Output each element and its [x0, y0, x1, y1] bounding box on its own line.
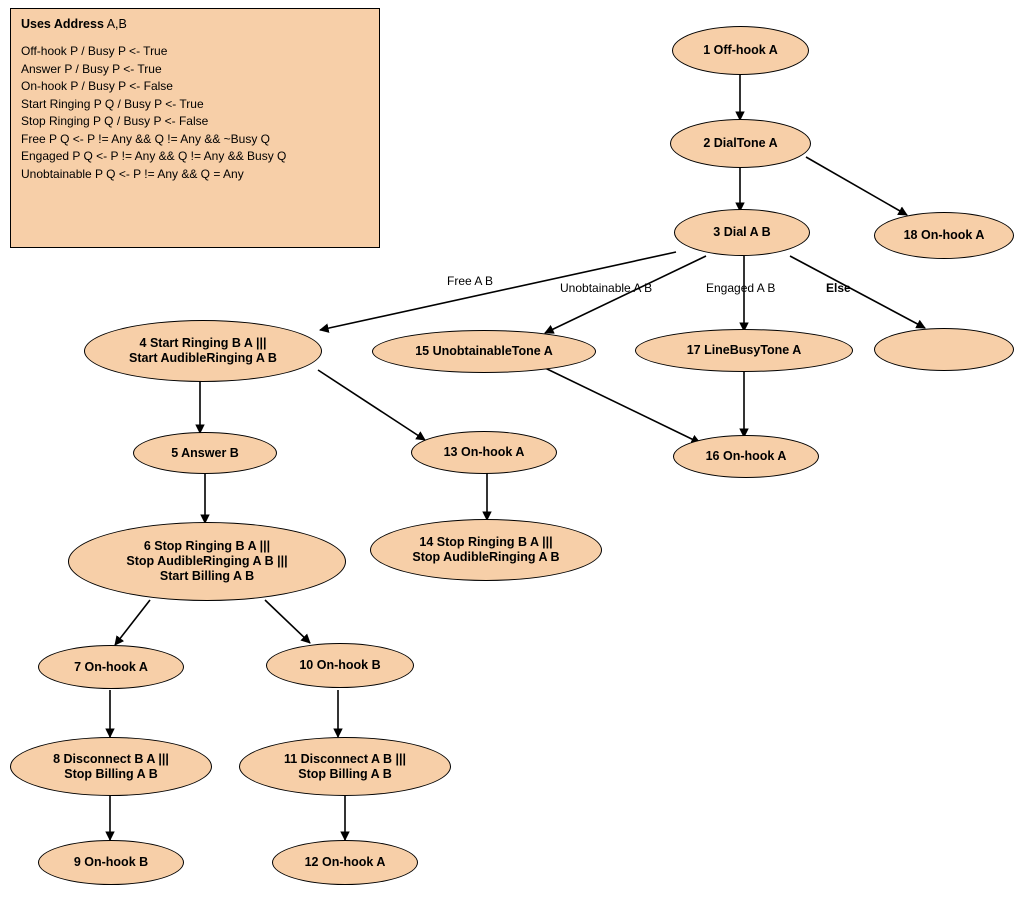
node-label: 18 On-hook A	[903, 228, 985, 242]
edge-label-free: Free A B	[447, 274, 494, 288]
node-15-unobtainabletone-a[interactable]	[372, 330, 596, 373]
node-18-on-hook-a[interactable]	[874, 212, 1014, 259]
legend-line: On-hook P / Busy P <- False	[21, 79, 173, 93]
legend-line: Unobtainable P Q <- P != Any && Q = Any	[21, 166, 244, 181]
edge-label-unobtainable: Unobtainable A B	[560, 281, 653, 295]
node-2-dialtone-a[interactable]	[670, 119, 811, 168]
node-12-on-hook-a[interactable]	[272, 840, 418, 885]
node-label: 1 Off-hook A	[703, 43, 778, 57]
node-label: 2 DialTone A	[703, 136, 778, 150]
legend-title-bold: Uses Address	[21, 17, 104, 31]
node-9-on-hook-b[interactable]	[38, 840, 184, 885]
node-label: Start AudibleRinging A B	[129, 351, 277, 365]
node-label: 16 On-hook A	[705, 449, 787, 463]
legend-line: Start Ringing P Q / Busy P <- True	[21, 96, 204, 111]
legend-line: Answer P / Busy P <- True	[21, 61, 162, 76]
node-label: Stop AudibleRinging A B |||	[126, 554, 288, 568]
node-label: 6 Stop Ringing B A |||	[143, 539, 271, 553]
node-empty[interactable]	[874, 328, 1014, 371]
node-label: 13 On-hook A	[443, 445, 525, 459]
legend-title	[21, 17, 369, 31]
legend-line: Engaged P Q <- P != Any && Q != Any && Busy Q	[21, 149, 287, 163]
node-label: 9 On-hook B	[73, 855, 149, 869]
node-label: 15 UnobtainableTone A	[415, 344, 553, 358]
node-5-answer-b[interactable]	[133, 432, 277, 474]
node-label: 8 Disconnect B A |||	[53, 751, 169, 766]
edge-label-else: Else	[826, 281, 851, 295]
node-label: Stop Billing A B	[64, 766, 158, 781]
node-1-off-hook-a[interactable]	[672, 26, 809, 75]
node-label: 11 Disconnect A B |||	[283, 751, 407, 766]
edge-label-engaged: Engaged A B	[706, 281, 776, 295]
node-3-dial-a-b[interactable]	[674, 209, 810, 256]
legend-title-plain: A,B	[103, 17, 127, 31]
node-10-on-hook-b[interactable]	[266, 643, 414, 688]
node-label: 10 On-hook B	[299, 658, 381, 672]
node-13-on-hook-a[interactable]	[411, 431, 557, 474]
node-11-disconnect[interactable]	[239, 737, 451, 796]
legend-box	[10, 8, 380, 248]
node-label: 12 On-hook A	[304, 855, 386, 869]
node-label: 17 LineBusyTone A	[686, 343, 802, 357]
legend-line: Off-hook P / Busy P <- True	[21, 44, 168, 58]
node-16-on-hook-a[interactable]	[673, 435, 819, 478]
legend-line: Free P Q <- P != Any && Q != Any && ~Busy Q	[21, 131, 271, 146]
node-label: Start Billing A B	[159, 569, 255, 583]
node-6-stop-ringing[interactable]	[68, 522, 346, 601]
node-7-on-hook-a[interactable]	[38, 645, 184, 689]
node-14-stop-ringing[interactable]	[370, 519, 602, 581]
node-4-start-ringing[interactable]	[84, 320, 322, 382]
node-label: 5 Answer B	[171, 445, 239, 460]
node-label: Stop Billing A B	[298, 766, 392, 781]
node-label: 3 Dial A B	[713, 225, 771, 239]
node-8-disconnect[interactable]	[10, 737, 212, 796]
node-label: 14 Stop Ringing B A |||	[419, 535, 553, 549]
node-label: 4 Start Ringing B A |||	[139, 336, 267, 350]
legend-line: Stop Ringing P Q / Busy P <- False	[21, 114, 209, 128]
node-label: 7 On-hook A	[74, 659, 148, 674]
node-label: Stop AudibleRinging A B	[412, 550, 560, 564]
node-17-linebusytone-a[interactable]	[635, 329, 853, 372]
